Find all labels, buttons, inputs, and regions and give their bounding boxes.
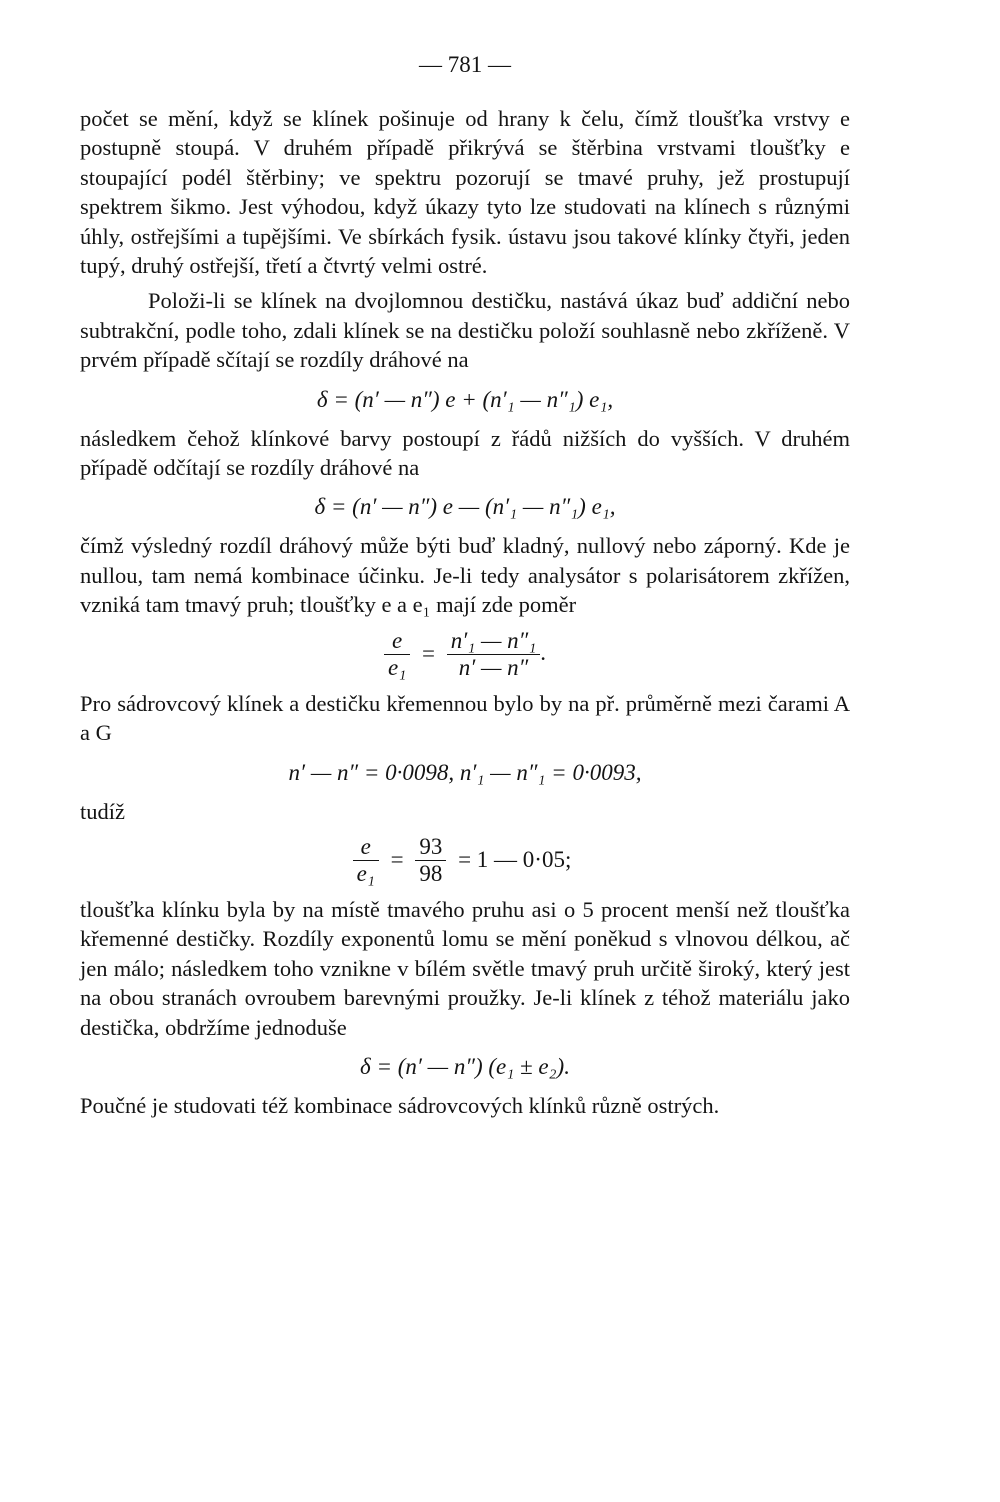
page bbox=[80, 52, 850, 1120]
fraction-denominator: e₁ bbox=[387, 654, 407, 680]
fraction-e-over-e1 bbox=[353, 834, 379, 887]
equals-sign: = bbox=[421, 641, 435, 667]
paragraph-4: čímž výsledný rozdíl dráhový může býti buď kladný, nullový nebo záporný. Kde je nullou, tam nemá kombinace účinku. Je-li tedy analysátor s polarisátorem zkřížen, vzniká tam tmavý pruh; tloušťky e a e₁ mají zde poměr bbox=[80, 533, 850, 618]
equation-subtractive: δ = (n′ — n″) e — (n′₁ — n″₁) e₁, bbox=[314, 494, 616, 520]
paragraph-6: tudíž bbox=[80, 798, 125, 824]
paragraph-1: počet se mění, když se klínek pošinuje od hrany k čelu, čímž tloušťka vrstvy e postupně stoupá. V druhém případě přikrývá se štěrbina vrstvami tloušťky e stoupající podél štěrbiny; ve spektru pozorují se tmavé pruhy, jež prostupují spektrem šikmo. Jest výhodou, když úkazy tyto lze studovati na klínech s různými úhly, ostřejšími a tupějšími. Ve sbírkách fysik. ústavu jsou takové klínky čtyři, jeden tupý, druhý ostřejší, třetí a čtvrtý velmi ostré. bbox=[80, 106, 850, 279]
paragraph-7: tloušťka klínku byla by na místě tmavého pruhu asi o 5 procent menší než tloušťka křemenné destičky. Rozdíly exponentů lomu se mění poněkud s vlnovou délkou, ač jen málo; následkem toho vznikne v bílém světle tmavý pruh určitě široký, který jest na obou stranách ovroubem barevnými proužky. Je-li klínek z téhož materiálu jako destička, obdržíme jednoduše bbox=[80, 896, 850, 1040]
fraction-e-over-e1 bbox=[384, 628, 410, 681]
fraction-numerator: e bbox=[353, 834, 379, 861]
fraction-denominator: e₁ bbox=[356, 860, 375, 886]
paragraph-5: Pro sádrovcový klínek a destičku křemennou bylo by na př. průměrně mezi čarami A a G bbox=[80, 690, 850, 746]
equation-ratio bbox=[80, 628, 850, 681]
page-number: — 781 — bbox=[419, 52, 511, 77]
fraction-numerator: n′₁ — n″₁ bbox=[447, 628, 541, 655]
paragraph-2: Položi-li se klínek na dvojlomnou destičku, nastává úkaz buď addiční nebo subtrakční, podle toho, zdali klínek se na destičku položí souhlasně nebo zkříženě. V prvém případě sčítají se rozdíly dráhové na bbox=[80, 288, 850, 373]
paragraph-8: Poučné je studovati též kombinace sádrovcových klínků různě ostrých. bbox=[80, 1092, 720, 1118]
fraction-numerator: e bbox=[384, 628, 410, 655]
equation-values: n′ — n″ = 0·0098, n′₁ — n″₁ = 0·0093, bbox=[288, 759, 642, 785]
fraction-denominator: n′ — n″ bbox=[458, 654, 529, 680]
fraction-denominator: 98 bbox=[419, 860, 443, 886]
paragraph-3: následkem čehož klínkové barvy postoupí z řádů nižších do vyšších. V druhém případě odčítají se rozdíly dráhové na bbox=[80, 425, 850, 481]
equation-period: . bbox=[540, 639, 546, 665]
equation-additive: δ = (n′ — n″) e + (n′₁ — n″₁) e₁, bbox=[316, 386, 614, 412]
equals-sign: = bbox=[390, 847, 404, 873]
fraction-index-difference bbox=[447, 628, 541, 681]
fraction-numerator: 93 bbox=[415, 834, 446, 861]
fraction-93-98 bbox=[415, 834, 446, 887]
equation-same-material: δ = (n′ — n″) (e₁ ± e₂). bbox=[360, 1053, 570, 1079]
equation-result bbox=[80, 834, 850, 887]
equation-tail: = 1 — 0·05; bbox=[458, 847, 572, 873]
